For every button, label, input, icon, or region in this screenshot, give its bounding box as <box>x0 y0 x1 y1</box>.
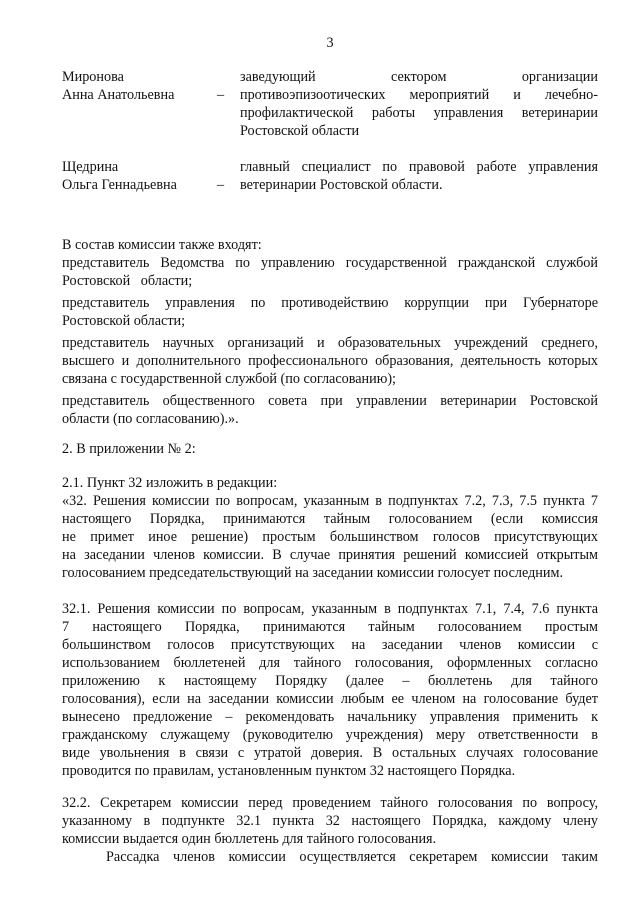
commission-composition <box>62 236 598 428</box>
clause-32-2 <box>62 794 598 866</box>
member-dash: – <box>217 87 225 103</box>
composition-item: представитель управления по противодействию коррупции при Губернаторе Ростовской области; <box>62 295 598 329</box>
member-dash: – <box>217 177 225 193</box>
clause-line: проводится по правилам, установленным пунктом 32 настоящего Порядка. <box>62 763 516 779</box>
clause-line: указанному в подпункте 32.1 пункта 32 настоящего Порядка, каждому члену <box>62 813 598 829</box>
clause-line: 7 настоящего Порядка, принимаются тайным голосованием простым <box>62 619 598 635</box>
clause-32-1 <box>62 600 598 780</box>
member-name <box>62 158 217 194</box>
composition-item: представитель научных организаций и образовательных учреждений среднего, высшего и дополнительного профессионального образования, деятельность которых связана с государственной службой (по согласованию); <box>62 335 598 387</box>
document-page <box>62 0 598 905</box>
composition-item: представитель общественного совета при управлении ветеринарии Ростовской области (по согласованию).». <box>62 393 598 427</box>
position-line: противоэпизоотических мероприятий и лечебно- <box>240 87 598 103</box>
page-number: 3 <box>326 35 334 51</box>
clause-2-1 <box>62 474 598 582</box>
member-position <box>240 68 598 140</box>
composition-heading: В состав комиссии также входят: <box>62 237 262 253</box>
clause-line: вынесено предложение – рекомендовать начальнику управления применить к <box>62 709 598 725</box>
position-line: заведующий сектором организации <box>240 69 598 85</box>
position-line: главный специалист по правовой работе управления <box>240 159 598 175</box>
clause-intro: 2.1. Пункт 32 изложить в редакции: <box>62 475 278 491</box>
clause-line: использованием бюллетеней для тайного голосования, оформленных согласно <box>62 655 598 671</box>
seating-line: Рассадка членов комиссии осуществляется секретарем комиссии таким <box>106 849 598 865</box>
position-line: Ростовской области <box>240 123 360 139</box>
position-line: ветеринарии Ростовской области. <box>240 177 443 193</box>
member-shchedrina <box>62 158 598 194</box>
clause-line: 32.1. Решения комиссии по вопросам, указанным в подпунктах 7.1, 7.4, 7.6 пункта <box>62 601 598 617</box>
member-given-names: Ольга Геннадьевна <box>62 177 177 193</box>
position-line: профилактической работы управления ветеринарии <box>240 105 598 121</box>
member-surname: Щедрина <box>62 159 119 175</box>
clause-line: виде увольнения в связи с утратой доверия. В остальных случаях голосование <box>62 745 598 761</box>
clause-line: на заседании членов комиссии. В случае принятия решений комиссией открытым <box>62 547 598 563</box>
member-given-names: Анна Анатольевна <box>62 87 175 103</box>
section-2-heading: 2. В приложении № 2: <box>62 441 196 457</box>
member-surname: Миронова <box>62 69 124 85</box>
member-name <box>62 68 217 104</box>
clause-line: комиссии выдается один бюллетень для тайного голосования. <box>62 831 437 847</box>
clause-line: голосования), если на заседании комиссии любым ее членом на голосование будет <box>62 691 598 707</box>
commission-members <box>62 68 598 194</box>
clause-line: гражданскому служащему (руководителю учреждения) меру ответственности в <box>62 727 598 743</box>
clause-line: 32.2. Секретарем комиссии перед проведением тайного голосования по вопросу, <box>62 795 598 811</box>
member-position <box>240 158 598 194</box>
clause-line: голосованием председательствующий на заседании комиссии голосует последним. <box>62 565 564 581</box>
clause-line: приложению к настоящему Порядку (далее – бюллетень для тайного <box>62 673 598 689</box>
composition-item: представитель Ведомства по управлению государственной гражданской службой Ростовской области; <box>62 255 598 289</box>
clause-line: не примет иное решение) простым большинством голосов присутствующих <box>62 529 598 545</box>
clause-line: «32. Решения комиссии по вопросам, указанным в подпунктах 7.2, 7.3, 7.5 пункта 7 <box>62 493 598 509</box>
clause-line: настоящего Порядка, принимаются тайным голосованием (если комиссия <box>62 511 598 527</box>
clause-line: большинством голосов присутствующих на заседании членов комиссии с <box>62 637 598 653</box>
member-mironova <box>62 68 598 140</box>
